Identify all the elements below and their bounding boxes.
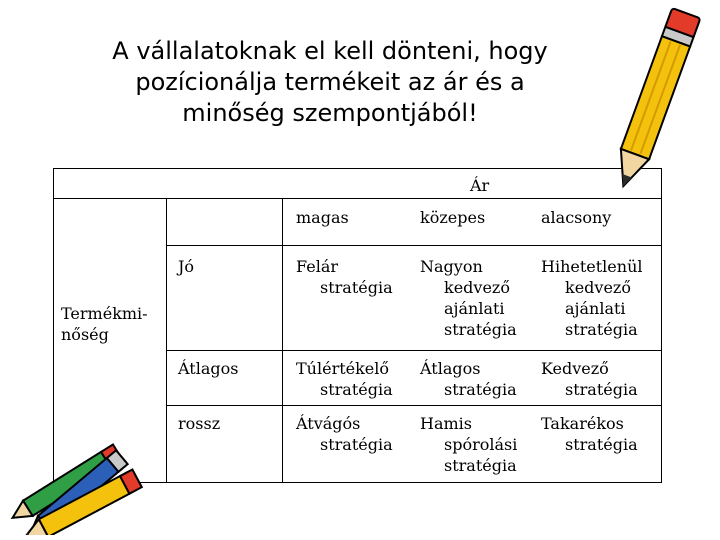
cell-line: stratégia bbox=[565, 435, 638, 454]
cell-line: ajánlati bbox=[444, 299, 505, 318]
table-line-under-columns bbox=[166, 245, 662, 246]
table-border-right bbox=[661, 168, 662, 483]
cell-line: stratégia bbox=[320, 278, 393, 297]
table-line-after-row-labels bbox=[282, 198, 283, 483]
quality-header-line-1: Termékmi- bbox=[61, 304, 148, 323]
cell-line: stratégia bbox=[444, 456, 517, 475]
title-line-3: minőség szempontjából! bbox=[182, 99, 478, 127]
cell-line: ajánlati bbox=[565, 299, 626, 318]
cell-line: Hamis bbox=[420, 414, 472, 433]
cell-line: stratégia bbox=[444, 380, 517, 399]
cell-line: stratégia bbox=[320, 380, 393, 399]
table-line-under-row-atlagos bbox=[166, 405, 662, 406]
table-line-under-row-jo bbox=[166, 350, 662, 351]
slide-title bbox=[70, 36, 590, 129]
column-header-alacsony: alacsony bbox=[541, 208, 612, 227]
table-cell bbox=[420, 358, 517, 400]
cell-line: stratégia bbox=[565, 320, 638, 339]
quality-header bbox=[61, 303, 148, 345]
cell-line: kedvező bbox=[565, 278, 631, 297]
table-line-after-quality bbox=[166, 198, 167, 483]
cell-line: Hihetetlenül bbox=[541, 257, 643, 276]
column-header-magas: magas bbox=[296, 208, 349, 227]
table-cell bbox=[296, 413, 393, 455]
table-cell bbox=[420, 256, 517, 340]
column-header-kozepes: közepes bbox=[420, 208, 486, 227]
table-line-under-price-header bbox=[53, 198, 662, 199]
cell-line: Nagyon bbox=[420, 257, 483, 276]
cell-line: Átvágós bbox=[296, 414, 361, 433]
cell-line: Túlértékelő bbox=[296, 359, 390, 378]
row-label-jo: Jó bbox=[178, 257, 195, 276]
cell-line: Takarékos bbox=[541, 414, 624, 433]
cell-line: stratégia bbox=[444, 320, 517, 339]
table-cell bbox=[541, 358, 638, 400]
cell-line: Kedvező bbox=[541, 359, 609, 378]
cell-line: Átlagos bbox=[420, 359, 481, 378]
cell-line: Felár bbox=[296, 257, 338, 276]
cell-line: spórolási bbox=[444, 435, 518, 454]
price-header: Ár bbox=[470, 176, 490, 195]
table-border-top bbox=[53, 168, 662, 169]
row-label-atlagos: Átlagos bbox=[178, 359, 239, 378]
table-cell bbox=[296, 358, 393, 400]
table-cell bbox=[420, 413, 517, 476]
cell-line: stratégia bbox=[565, 380, 638, 399]
pencil-clipart-top-right bbox=[600, 0, 710, 210]
table-cell bbox=[541, 413, 638, 455]
table-cell bbox=[296, 256, 393, 298]
cell-line: stratégia bbox=[320, 435, 393, 454]
pencils-clipart-bottom-left bbox=[0, 420, 150, 535]
title-line-1: A vállalatoknak el kell dönteni, hogy bbox=[112, 37, 548, 65]
table-cell bbox=[541, 256, 642, 340]
quality-header-line-2: nőség bbox=[61, 325, 109, 344]
cell-line: kedvező bbox=[444, 278, 510, 297]
row-label-rossz: rossz bbox=[178, 414, 221, 433]
title-line-2: pozícionálja termékeit az ár és a bbox=[135, 68, 525, 96]
